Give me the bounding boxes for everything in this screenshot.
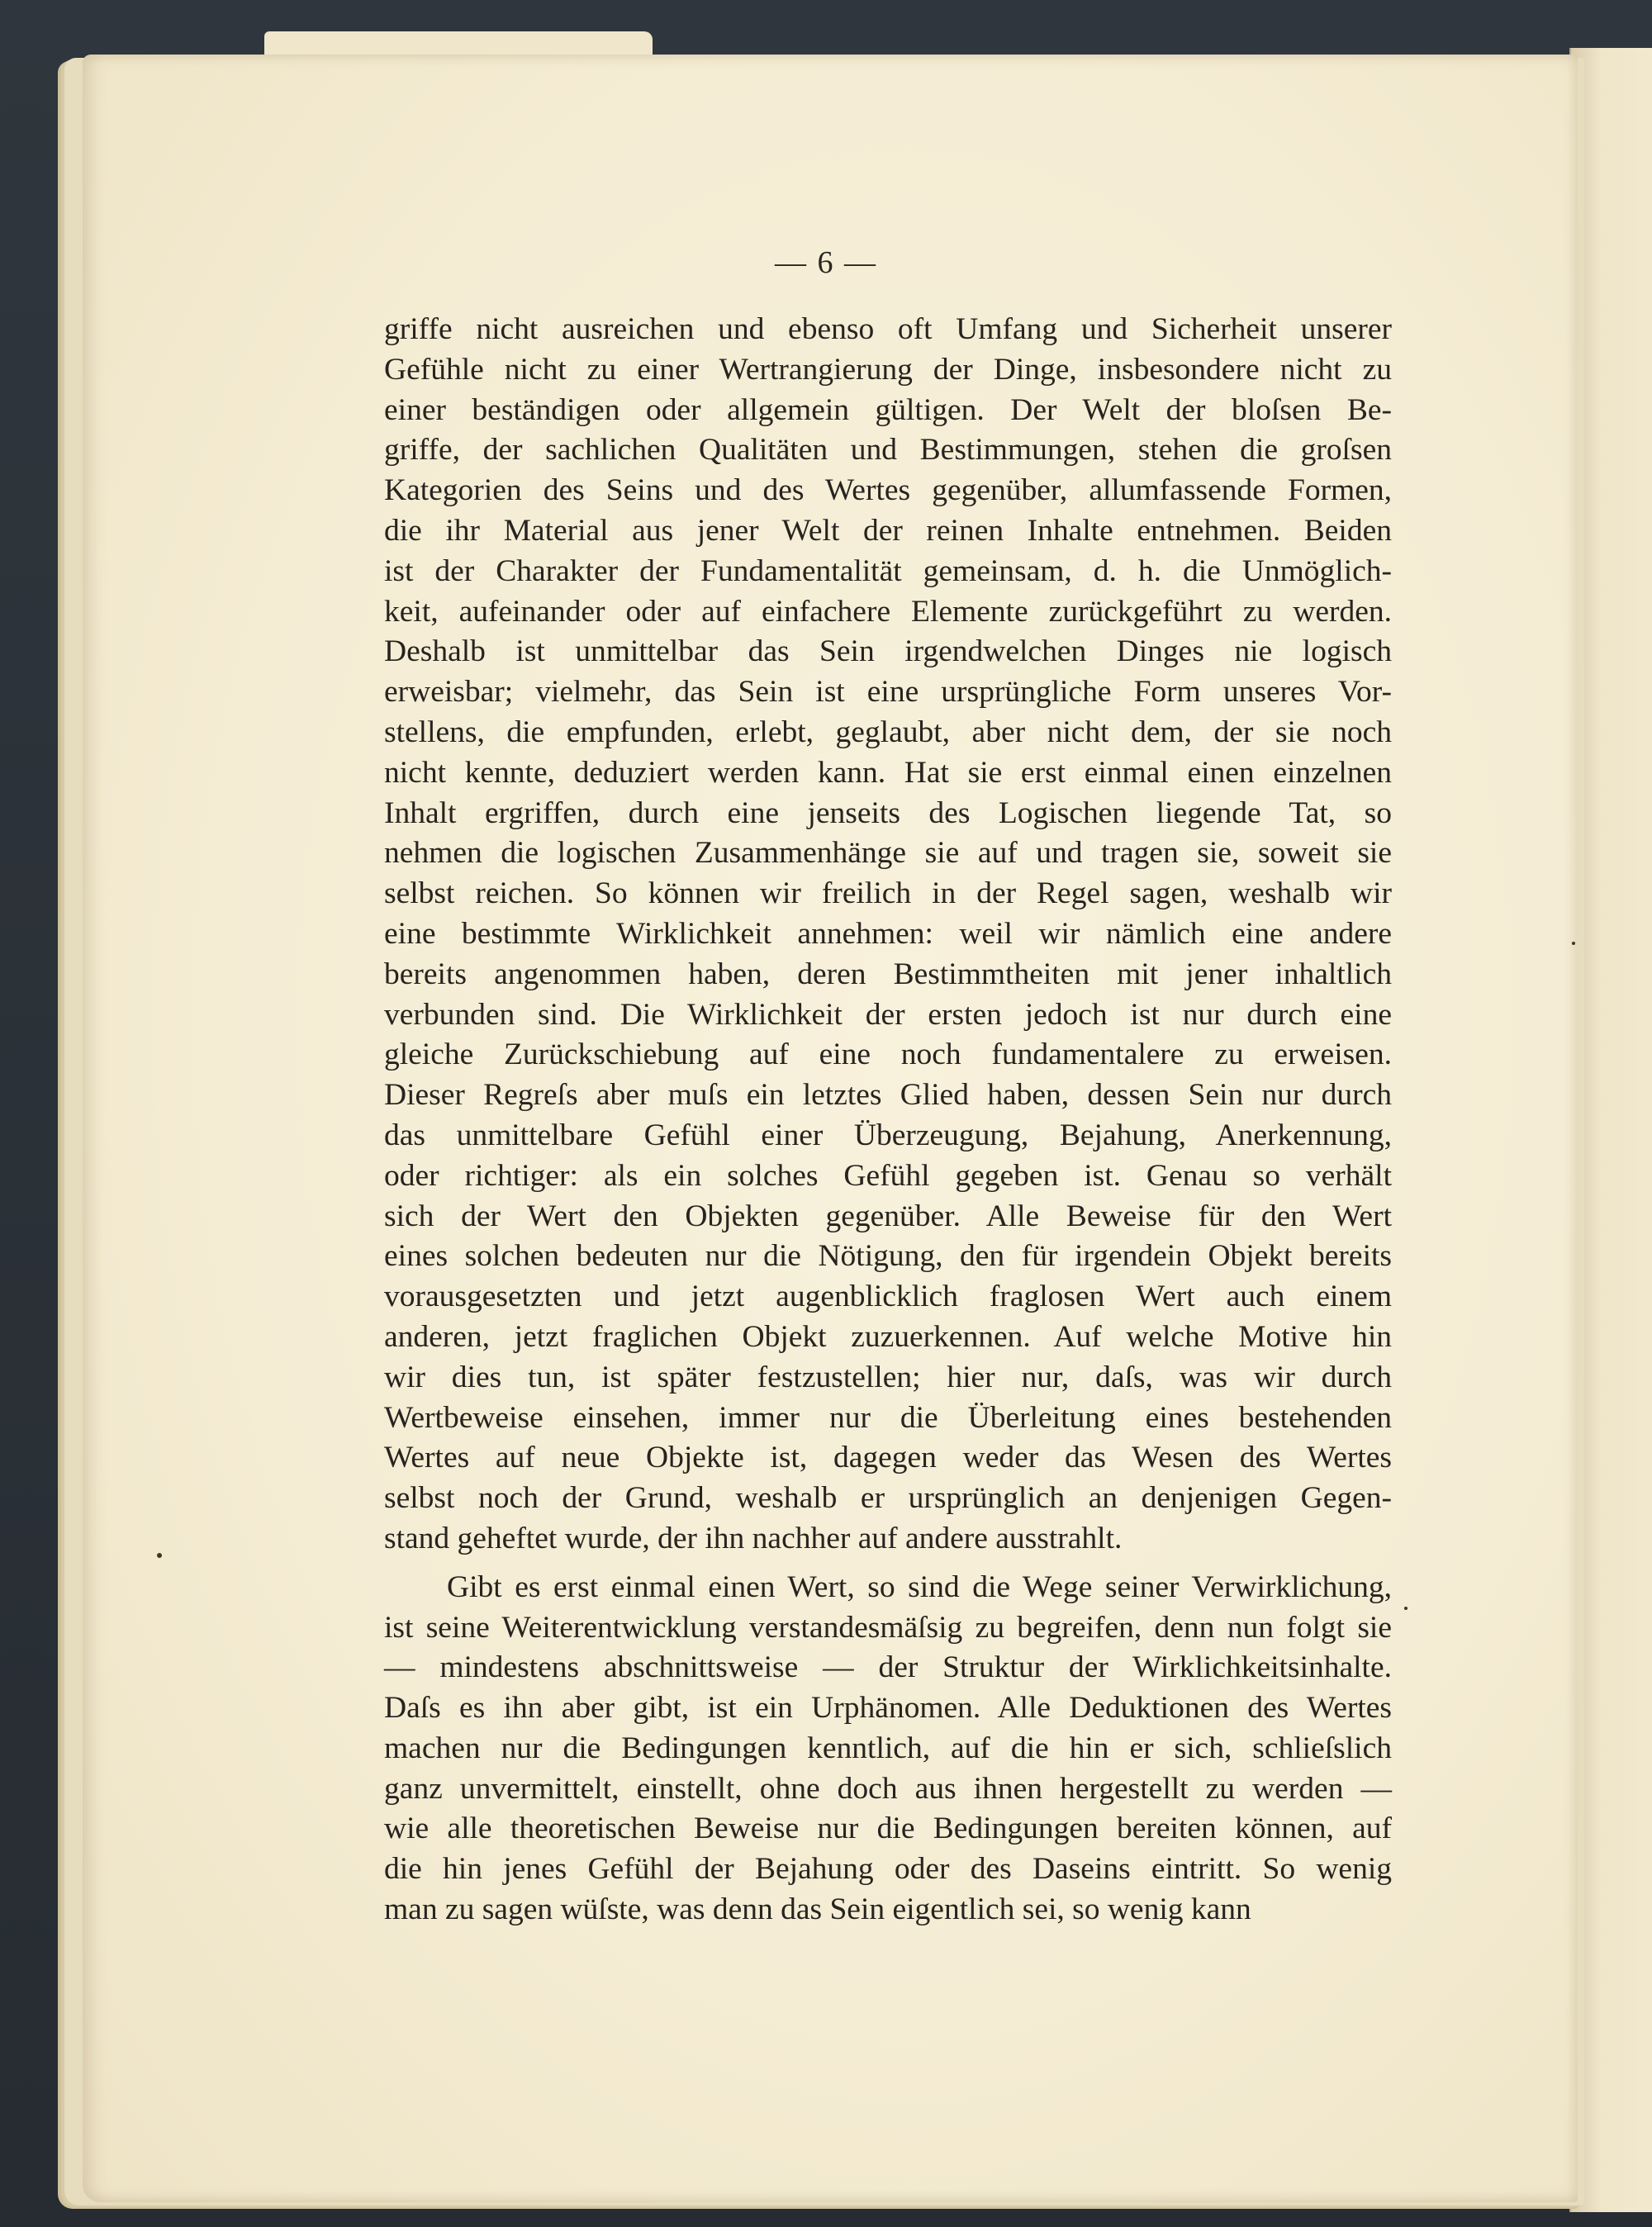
text-line: die hin jenes Gefühl der Bejahung oder des Daseins eintritt. So wenig: [384, 1852, 1392, 1887]
text-line: griffe, der sachlichen Qualitäten und Bestimmungen, stehen die groſsen: [384, 433, 1392, 468]
body-text: [384, 310, 1392, 1930]
text-line: nicht kennte, deduziert werden kann. Hat sie erst einmal einen einzelnen: [384, 755, 1392, 790]
text-line: stellens, die empfunden, erlebt, geglaubt, aber nicht dem, der sie noch: [384, 715, 1392, 749]
text-line: eines solchen bedeuten nur die Nötigung, den für irgendein Objekt bereits: [384, 1239, 1392, 1274]
text-line: Deshalb ist unmittelbar das Sein irgendwelchen Dinges nie logisch: [384, 634, 1392, 669]
text-line: Wertbeweise einsehen, immer nur die Überleitung eines bestehenden: [384, 1400, 1392, 1435]
text-line: Kategorien des Seins und des Wertes gegenüber, allumfassende Formen,: [384, 473, 1392, 508]
text-line: das unmittelbare Gefühl einer Überzeugung, Bejahung, Anerkennung,: [384, 1118, 1392, 1152]
text-line: ganz unvermittelt, einstellt, ohne doch aus ihnen hergestellt zu werden —: [384, 1771, 1392, 1806]
text-line: wir dies tun, ist später festzustellen; hier nur, daſs, was wir durch: [384, 1360, 1392, 1394]
paper-speck: [157, 1553, 162, 1558]
text-line: — mindestens abschnittsweise — der Struktur der Wirklichkeitsinhalte.: [384, 1650, 1392, 1685]
text-line: nehmen die logischen Zusammenhänge sie auf und tragen sie, soweit sie: [384, 836, 1392, 871]
text-line: bereits angenommen haben, deren Bestimmtheiten mit jener inhaltlich: [384, 957, 1392, 991]
text-line: verbunden sind. Die Wirklichkeit der ersten jedoch ist nur durch eine: [384, 997, 1392, 1032]
text-line: die ihr Material aus jener Welt der reinen Inhalte entnehmen. Beiden: [384, 513, 1392, 548]
paragraph-1: [384, 310, 1392, 1560]
paper-speck: [1572, 942, 1575, 945]
text-line: anderen, jetzt fraglichen Objekt zuzuerkennen. Auf welche Motive hin: [384, 1319, 1392, 1354]
text-line: Wertes auf neue Objekte ist, dagegen weder das Wesen des Wertes: [384, 1441, 1392, 1475]
text-line: man zu sagen wüſste, was denn das Sein eigentlich sei, so wenig kann: [384, 1892, 1251, 1927]
paragraph-2: [384, 1568, 1392, 1930]
text-line: erweisbar; vielmehr, das Sein ist eine ursprüngliche Form unseres Vor-: [384, 675, 1392, 710]
text-line: Gibt es erst einmal einen Wert, so sind die Wege seiner Verwirklichung,: [447, 1569, 1392, 1604]
text-line: keit, aufeinander oder auf einfachere Elemente zurückgeführt zu werden.: [384, 594, 1392, 629]
text-line: selbst noch der Grund, weshalb er ursprünglich an denjenigen Gegen-: [384, 1481, 1392, 1516]
text-line: machen nur die Bedingungen kenntlich, auf die hin er sich, schlieſslich: [384, 1731, 1392, 1765]
text-line: eine bestimmte Wirklichkeit annehmen: weil wir nämlich eine andere: [384, 916, 1392, 951]
text-line: griffe nicht ausreichen und ebenso oft Umfang und Sicherheit unserer: [384, 312, 1392, 346]
page-number: — 6 —: [775, 245, 877, 280]
text-line: Daſs es ihn aber gibt, ist ein Urphänomen. Alle Deduktionen des Wertes: [384, 1691, 1392, 1726]
text-line: einer beständigen oder allgemein gültigen. Der Welt der bloſsen Be-: [384, 392, 1392, 427]
text-line: sich der Wert den Objekten gegenüber. Alle Beweise für den Wert: [384, 1199, 1392, 1233]
text-line: Dieser Regreſs aber muſs ein letztes Glied haben, dessen Sein nur durch: [384, 1078, 1392, 1113]
text-line: Inhalt ergriffen, durch eine jenseits des Logischen liegende Tat, so: [384, 795, 1392, 830]
paper-speck: [1404, 1607, 1408, 1610]
text-line: vorausgesetzten und jetzt augenblicklich fraglosen Wert auch einem: [384, 1280, 1392, 1314]
text-line: ist seine Weiterentwicklung verstandesmäſsig zu begreifen, denn nun folgt sie: [384, 1610, 1392, 1645]
text-line: stand geheftet wurde, der ihn nachher auf andere ausstrahlt.: [384, 1521, 1123, 1555]
text-line: ist der Charakter der Fundamentalität gemeinsam, d. h. die Unmöglich-: [384, 553, 1392, 588]
text-line: selbst reichen. So können wir freilich in der Regel sagen, weshalb wir: [384, 876, 1392, 911]
text-line: Gefühle nicht zu einer Wertrangierung der Dinge, insbesondere nicht zu: [384, 352, 1392, 387]
text-line: gleiche Zurückschiebung auf eine noch fundamentalere zu erweisen.: [384, 1038, 1392, 1072]
text-line: oder richtiger: als ein solches Gefühl gegeben ist. Genau so verhält: [384, 1158, 1392, 1193]
text-line: wie alle theoretischen Beweise nur die Bedingungen bereiten können, auf: [384, 1812, 1392, 1846]
